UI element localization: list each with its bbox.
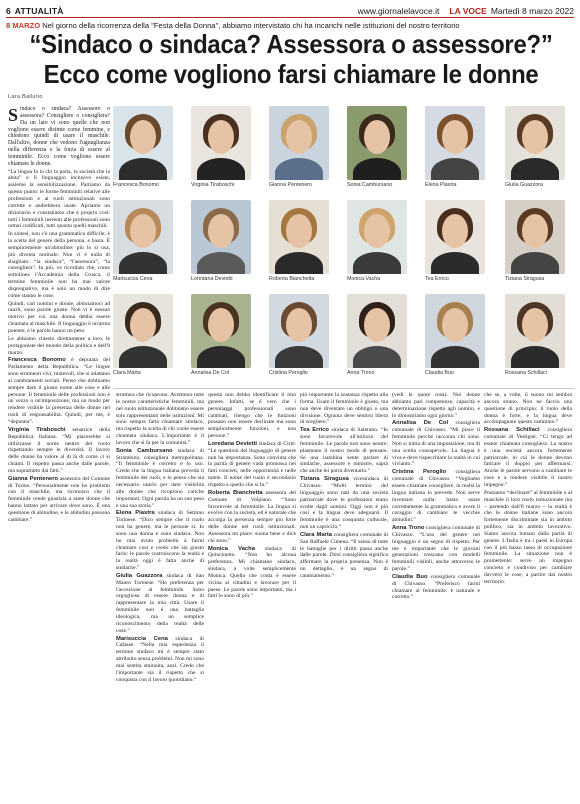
portrait [425,106,485,189]
portrait [505,294,565,377]
portrait-photo [505,106,565,180]
portrait-caption: Rossana Schillaci [505,370,547,376]
body-paragraph: che se, a volte, il suono mi sembra ancora strano. Non ne faccio una questione di principio: il ruolo della donna è forte, e la lingua deve accompagnare questo cammino.” [484,392,572,426]
interview-paragraph: Annalisa De Col consigliera comunale di Chivasso. “Mi piace il femminile perché racconta chi sono. Non si tratta di una imposizione, ma di una scelta consapevole. La lingua è viva e deve rispecchiare la realtà in cui viviamo.” [392,420,480,468]
interviewee-name: Rossana Schillaci [484,427,540,434]
headline-line1: “Sindaco o sindaca? Assessora o assessore?” [29,29,553,59]
section-name: ATTUALITÀ [14,5,64,16]
kicker-text: Nel giorno della ricorrenza della "Festa della Donna", abbiamo intervistato chi ha incarichi nelle istituzioni del nostro territorio [42,21,460,30]
divider [113,388,575,389]
portrait-caption: Gianna Pentenero [269,182,312,188]
interviewee-name: Sonia Cambursano [116,447,173,454]
interviewee-name: Cristina Peroglio [392,469,447,476]
interviewee-name: Claudia Buo [392,573,428,580]
portrait-photo [113,294,173,368]
portrait-photo [191,294,251,368]
body-paragraph: Possiamo “declinare” al femminile o al maschile il loro ruolo istituzionale ma – partendo dall'8 marzo – la realtà è che le donne italiane sono ancora fortemente discriminate sia in ambito politico, sia in ambito lavorativo. Siamo ancora lontani dalla parità di genere. L'Italia è tra i paesi in Europa con il più basso tasso di occupazione femminile. La situazione non è promettente: serve un impegno concreto e condiviso per cambiare davvero le cose, a partire dal nostro territorio. [484,489,572,585]
portrait-caption: Virginia Tiraboschi [191,182,235,188]
portrait [269,294,329,377]
lead-paragraph: indaco o sindaca? Assessore o assessora? Consigliere o consigliera? Da un lato vi sono quelle che non vogliono essere distinte come femmine, e chiedono quindi di usare il maschile. Dall'altro, donne che vedono l'uguaglianza nella differenza e la forza di essere al femminile. Ecco come vogliono essere chiamate le donne. [8,106,110,167]
portrait [347,106,407,189]
portrait-photo [113,200,173,274]
interviewee-name: Annalisa De Col [392,420,449,427]
portrait-caption: Cristina Peroglio [269,370,308,376]
portrait-photo [191,200,251,274]
text-column-2 [116,392,204,798]
text-column-5 [392,392,480,798]
interview-paragraph: Claudia Buo consigliera comunale di Chivasso. “Preferisco farmi chiamare al femminile: è naturale e corretto.” [392,573,480,601]
website: www.giornalelavoce.it [357,5,440,16]
portrait-photo [425,294,485,368]
portrait [113,200,173,283]
text-column-3 [208,392,296,798]
body-paragraph: questa non debba identificare il mio genere. Infatti, se è vero che i personaggi professionali sono cambiati, ritengo che le funzioni possano non essere declinate ma sono semplicemente funzioni, e non persone.” [208,392,296,440]
interview-paragraph: Elena Piastra sindaca di Settimo Torinese. “Dico sempre che il ruolo non ha genere, ma le persone sì. Io sono una donna e sono sindaca. Non ho mai avuto problemi a farmi chiamare così e credo che sia giusto farlo: le parole costruiscono la realtà e la realtà oggi è fatta anche di sindache.” [116,510,204,572]
portrait-photo [425,200,485,274]
interviewee-name: Monica Vacha [208,545,255,552]
portrait [191,294,251,377]
interview-paragraph: Monica Vacha sindaca di Quincinetto. “Non ho alcuna preferenza. Mi chiamano sindaco, sindaca, a volte semplicemente Monica. Quello che conta è essere vicina ai cittadini e lavorare per il paese. Le parole sono importanti, ma i fatti lo sono di più.” [208,545,296,600]
portrait [347,200,407,283]
portrait [347,294,407,377]
interviewee-name: Tiziana Siragusa [300,476,349,483]
interview-paragraph: Tiziana Siragusa vicesindaca di Chivasso. “Molti termini del linguaggio sono nati da una società patriarcale dove le professioni erano svolte dagli uomini. Oggi non è più così e la lingua deve adeguarsi. Il femminile è una conquista culturale, non un capriccio.” [300,476,388,531]
portrait-photo [269,106,329,180]
newspaper-name: LA VOCE [449,5,487,16]
portrait [113,106,173,189]
interview-paragraph: Giulia Guazzora sindaca di San Mauro Torinese. “Ho preferenza per l'accezione al femminile. Sono orgogliosa di essere donna e di rappresentare la mia città. Usare il femminile non è una battaglia ideologica, ma un semplice riconoscimento della realtà delle cose.” [116,572,204,634]
portrait [191,200,251,283]
portrait-caption: Loredana Devietti [191,276,233,282]
intro-paragraph: “La lingua fa la chi la parla, la società che la abita” e il linguaggio inclusivo esiste, assieme la sensibilizzazione. Partiamo da questo punto: le forme femminili relative alle professioni e ai ruoli istituzionali sono corrette e andrebbero usate. Apriamo un dizionario e constatiamo che è proprio così: tutti i femminili inerenti alle professioni sono ormai codificati, tutti quanto quelli maschili. [8,168,110,230]
portrait-caption: Elena Piastra [425,182,457,188]
portrait-photo [425,106,485,180]
kicker-date: 8 MARZO [6,21,41,30]
interviewee-name: Francesca Bonomo [8,357,66,364]
portrait-caption: Giulia Guazzora [505,182,543,188]
page-header [6,4,574,18]
portrait-caption: Sonia Cambursano [347,182,393,188]
interview-paragraph: Sonia Cambursano sindaca di Strambino, consigliera metropolitana. “Il femminile è corretto e lo uso. Credo che la lingua italiana preveda il femminile dei ruoli, e lo penso che sia necessario usarlo per dare visibilità alle donne che ricoprono cariche importanti. Ogni parola ha un suo peso e una sua storia.” [116,447,204,509]
headline-line2: Ecco come vogliono farsi chiamare le donne [43,59,539,89]
portrait-photo [505,294,565,368]
portrait [191,106,251,189]
body-paragraph: struttura che ricoprono. Avremmo tutte le nostre caratteristiche femminili, ma nel ruolo istituzionale dobbiamo essere solo rappresentanti delle istituzioni. Mi sono sempre fatta chiamare sindaco, ma rispetto la scelta di chi vuole essere chiamata sindaca. L'importante è il lavoro che si fa per la comunità.” [116,392,204,446]
portrait [425,200,485,283]
portrait-caption: Tiziana Siragusa [505,276,545,282]
interviewee-name: Virginia Tiraboschi [8,426,66,433]
portrait-photo [269,200,329,274]
byline: Lara Ballurio [8,94,43,100]
portrait-caption: Monica Vacha [347,276,381,282]
portrait [505,106,565,189]
portrait-caption: Marisuccia Cena [113,276,153,282]
interview-paragraph: Roberta Bianchetta assessora del Comune di Volpiano. “Sono favorevole al femminile. La lingua si evolve con la società, ed è naturale che accolga la presenza sempre più forte delle donne nei ruoli istituzionali. Assessora mi piace: suona bene e dice chi sono.” [208,489,296,544]
intro-paragraph: Le abbiamo chiesto direttamente a loro, le protagoniste del mondo della politica e dell'8 marzo. [8,335,110,356]
portrait-caption: Clara Marta [113,370,141,376]
portrait-caption: Claudia Buo [425,370,454,376]
portrait-photo [269,294,329,368]
interviewee-name: Giulia Guazzora [116,572,163,579]
interviewee-name: Roberta Bianchetta [208,489,263,496]
portrait-caption: Tea Errico [425,276,449,282]
portrait-photo [347,200,407,274]
portrait-grid [113,106,575,388]
portrait-photo [347,294,407,368]
intro-paragraph: Quindi, cari uomini e donne, abituiamoci ad usarli, sono parole giuste. Non vi è nessun motivo per cui una donna debba essere chiamata al maschile. Il linguaggio è un'arma potente, e le parole hanno un peso. [8,300,110,334]
portrait-caption: Annalisa De Col [191,370,229,376]
issue-date: Martedì 8 marzo 2022 [490,5,574,16]
interview-paragraph: Rossana Schillaci consigliera comunale di Vestignè. “Ci tengo ad essere chiamata consigliera. La nostra è una società ancora fortemente patriarcale, in cui le donne devono faticare il doppio per affermarsi. Anche le parole servono a cambiare le cose e a rendere visibile il nostro impegno.” [484,427,572,488]
portrait [425,294,485,377]
intro-column [8,106,110,800]
body-paragraph: più importante la sostanza rispetto alla forma. Usare il femminile è giusto, ma non deve diventare un obbligo o una divisione. Ognuna deve sentirsi libera di scegliere.” [300,392,388,426]
interview-paragraph: Cristina Peroglio consigliera comunale di Chivasso. “Vogliamo essere chiamate consigliere, in realtà la lingua italiana lo prevede. Non serve inventare nulla: basta usare correttamente la grammatica e avere il coraggio di cambiare le vecchie abitudini.” [392,469,480,524]
portrait [505,200,565,283]
interview-paragraph: Clara Marta consigliera comunale di San Raffaele Cimena. “Il senso di tutte le battaglie per i diritti passa anche dalle parole. Dirsi consigliera significa affermare la propria presenza. Non è un dettaglio, è un segno di cambiamento.” [300,531,388,579]
interview-paragraph: Loredana Devietti sindaca di Ciriè. “Le questioni del linguaggio di genere non ha importanza. Sono convinta che la parità di genere vada promossa nei fatti concreti, nelle opportunità e nelle tutele. Il nome del ruolo è secondario rispetto a quello che si fa.” [208,440,296,488]
interviewee-name: Elena Piastra [116,510,155,517]
text-column-6 [484,392,572,798]
interview-paragraph: Francesca Bonomo è deputata del Parlamento della Repubblica. “Le lingue sono strumenti vivi, mutevoli, che si adattano ai cambiamenti sociali. Penso che dobbiamo sempre dare il giusto nome alle cose e alle persone. Il femminile delle professioni non è un vezzo o un'imposizione, ma un modo per rendere visibile la presenza delle donne nei ruoli di responsabilità. Quindi, per me, è “deputata”. [8,357,110,425]
portrait [269,200,329,283]
portrait-photo [191,106,251,180]
interview-paragraph: Marisuccia Cena sindaca di Cafasse. “Nella mia esperienza il termine sindaco mi è sempre stato attribuito senza problemi. Non mi sono mai sentita sminuita, anzi. Credo che l'importante sia il rispetto che si conquista con il lavoro quotidiano.” [116,635,204,683]
text-column-4 [300,392,388,798]
interviewee-name: Gianna Pentenero [8,475,59,482]
intro-paragraph: In sintesi, non c'è una grammatica difficile; è la scelta del genere della persona, e basta. È semplicemente un'abitudine: più lo si usa, più diventa normale. Non vi è nulla di sbagliato: “la sindaca”, “l'assessora”, “la consigliera”. In più, va ricordato che, come sottolinea l'Accademia della Crusca, il termine femminile non ha mai valore dispregiativo, ma è solo un modo di dire come stanno le cose. [8,231,110,299]
portrait-photo [505,200,565,274]
interview-paragraph: Tea Errico sindaca di Salerano. “Io sono favorevole all'utilizzo del femminile. Le parole non sono neutre: plasmano il nostro modo di pensare. Se una bambina sente parlare di sindache, assessore e ministre, saprà che anche lei potrà diventarlo.” [300,427,388,475]
interviewee-name: Loredana Devietti [208,440,257,447]
body-paragraph: (vedi le quote rosa). Noi donne abbiamo pari competenze, capacità e determinazione rispetto agli uomini, e lo dimostriamo ogni giorno.” [392,392,480,419]
interview-paragraph: Anna Trono consigliera comunale di Chivasso. “L'uso del genere nel linguaggio è un segno di rispetto. Per me è importante che le giovani generazioni crescano con modelli femminili visibili, anche attraverso le parole.” [392,525,480,573]
interviewee-name: Tea Errico [300,427,329,434]
portrait [113,294,173,377]
interviewee-name: Anna Trono [392,525,425,532]
portrait [269,106,329,189]
drop-cap: S [8,106,19,125]
portrait-photo [113,106,173,180]
page-number: 6 [6,5,11,16]
portrait-photo [347,106,407,180]
interviewee-name: Marisuccia Cena [116,635,168,642]
interviewee-name: Clara Marta [300,531,332,538]
portrait-caption: Anna Trono [347,370,375,376]
interview-paragraph: Virginia Tiraboschi senatrice della Repubblica Italiana. “Mi piacerebbe si utilizzasse il nome neutro del ruolo rispettando sempre le diversità. Il lavoro delle donne ha valore al di là di come ci si chiami. Il rispetto passa anche dalle parole, ma soprattutto dai fatti.” [8,426,110,474]
portrait-caption: Roberta Bianchetta [269,276,315,282]
portrait-caption: Francesca Bonomo [113,182,159,188]
interview-paragraph: Gianna Pentenero assessora del Comune di Torino. “Personalmente non ho problemi con il maschile, ma riconosco che il femminile rende giustizia a tante donne che hanno lottato per arrivare dove sono. È una questione di abitudine, e le abitudini possono cambiare.” [8,475,110,523]
